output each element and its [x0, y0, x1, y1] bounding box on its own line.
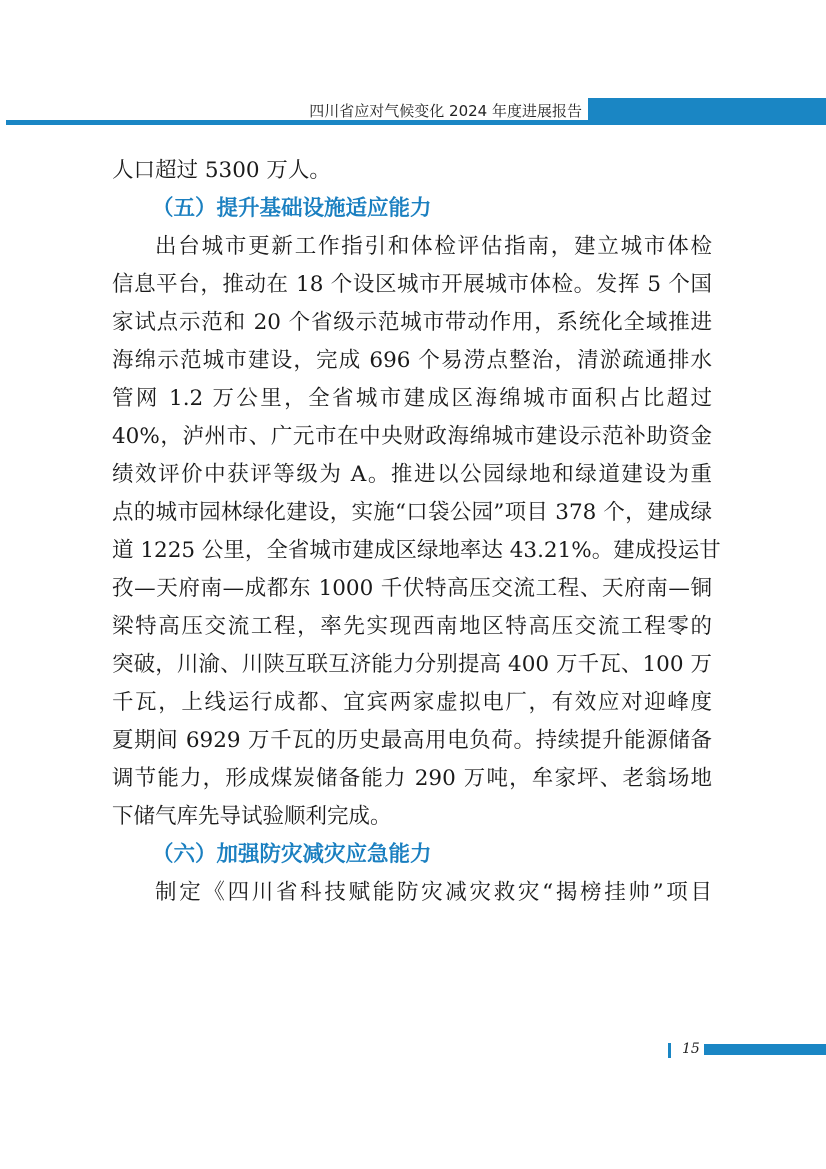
page-number: 15	[682, 1041, 700, 1057]
running-header-title: 四川省应对气候变化 2024 年度进展报告	[309, 102, 582, 120]
paragraph-line: 孜—天府南—成都东 1000 千伏特高压交流工程、天府南—铜	[112, 576, 712, 601]
paragraph-line: 人口超过 5300 万人。	[112, 158, 331, 183]
body-text	[112, 152, 721, 912]
footer-bar	[704, 1044, 826, 1055]
section-heading: （五）提升基础设施适应能力	[152, 196, 432, 221]
paragraph-line: 绩效评价中获评等级为 A。推进以公园绿地和绿道建设为重	[112, 462, 712, 487]
footer-marker	[668, 1043, 671, 1058]
paragraph-line: 海绵示范城市建设，完成 696 个易涝点整治，清淤疏通排水	[112, 348, 712, 373]
paragraph-line: 信息平台，推动在 18 个设区城市开展城市体检。发挥 5 个国	[112, 272, 712, 297]
paragraph-line: 家试点示范和 20 个省级示范城市带动作用，系统化全域推进	[112, 310, 712, 335]
paragraph-line: 管网 1.2 万公里，全省城市建成区海绵城市面积占比超过	[112, 386, 712, 411]
paragraph-line: 制定《四川省科技赋能防灾减灾救灾“揭榜挂帅”项目	[155, 880, 712, 905]
paragraph-line: 点的城市园林绿化建设，实施“口袋公园”项目 378 个，建成绿	[112, 500, 712, 525]
paragraph-line: 道 1225 公里，全省城市建成区绿地率达 43.21%。建成投运甘	[112, 538, 721, 563]
paragraph-line: 出台城市更新工作指引和体检评估指南，建立城市体检	[155, 234, 712, 259]
paragraph-line: 夏期间 6929 万千瓦的历史最高用电负荷。持续提升能源储备	[112, 728, 712, 753]
paragraph-line: 下储气库先导试验顺利完成。	[112, 804, 392, 829]
paragraph-line: 调节能力，形成煤炭储备能力 290 万吨，牟家坪、老翁场地	[112, 766, 712, 791]
paragraph-line: 梁特高压交流工程，率先实现西南地区特高压交流工程零的	[112, 614, 712, 639]
section-heading: （六）加强防灾减灾应急能力	[152, 842, 432, 867]
paragraph-line: 突破，川渝、川陕互联互济能力分别提高 400 万千瓦、100 万	[112, 652, 712, 677]
paragraph-line: 千瓦，上线运行成都、宜宾两家虚拟电厂，有效应对迎峰度	[112, 690, 712, 715]
paragraph-line: 40%，泸州市、广元市在中央财政海绵城市建设示范补助资金	[112, 424, 712, 449]
